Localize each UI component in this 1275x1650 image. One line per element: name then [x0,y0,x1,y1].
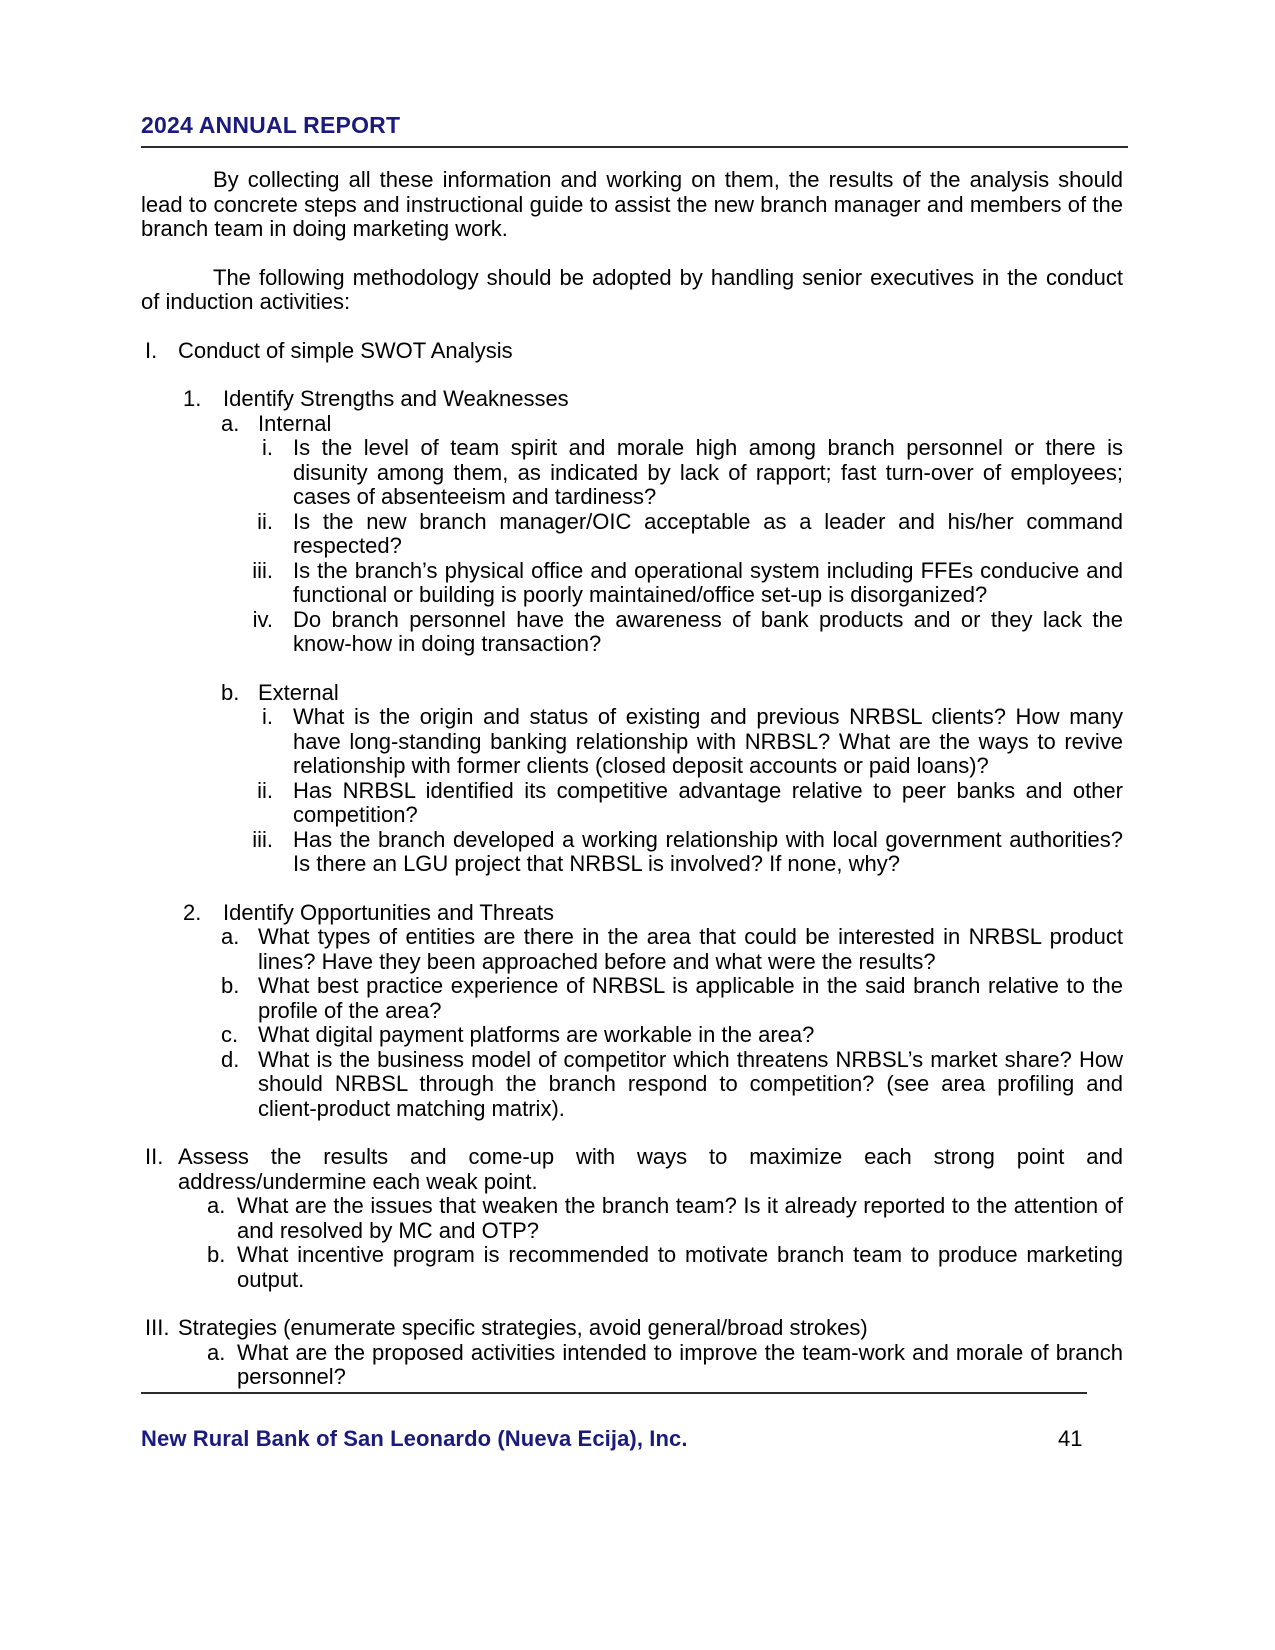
outline-marker: III. [145,1315,170,1340]
list-item-2a [141,925,1123,974]
list-item-text: Is the branch’s physical office and operational system including FFEs conducive and functional or building is poorly maintained/office set-up is disorganized? [293,557,1123,607]
outline-marker: II. [145,1144,164,1169]
list-item-text: Is the level of team spirit and morale high among branch personnel or there is disunity among them, as indicated by lack of rapport; fast turn-over of employees; cases of absenteeism and tardiness? [293,435,1123,509]
outline-section-title: Strategies (enumerate specific strategies, avoid general/broad strokes) [178,1315,868,1340]
outline-item-title: Internal [258,410,332,436]
list-marker: b. [207,1242,226,1267]
list-marker: c. [221,1022,239,1047]
list-marker: d. [221,1046,240,1072]
list-marker: i. [262,435,273,460]
list-item-external-i [141,705,1123,779]
list-item-text: What types of entities are there in the area that could be interested in NRBSL product lines? Have they been approached before and what were the results? [258,924,1123,974]
outline-item-1a [141,412,1123,437]
list-item-text: Has NRBSL identified its competitive advantage relative to peer banks and other competition? [293,777,1123,827]
outline-item-title: Identify Strengths and Weaknesses [223,386,569,411]
outline-marker: b. [221,679,240,705]
outline-section-II [141,1145,1123,1194]
list-item-text: What are the issues that weaken the branch team? Is it already reported to the attention of and resolved by MC and OTP? [237,1193,1123,1243]
list-item-text: Is the new branch manager/OIC acceptable as a leader and his/her command respected? [293,508,1123,558]
list-item-IIIa [141,1341,1123,1390]
intro-paragraph-1: By collecting all these information and working on them, the results of the analysis should lead to concrete steps and instructional guide to assist the new branch manager and members of the branch team in doing marketing work. [141,167,1123,241]
list-marker: iii. [252,826,273,852]
list-item-text: Do branch personnel have the awareness of bank products and or they lack the know-how in doing transaction? [293,606,1123,656]
footer-divider [141,1392,1087,1394]
list-item-IIa [141,1194,1123,1243]
list-item-internal-iv [141,608,1123,657]
outline-section-title: Assess the results and come-up with ways to maximize each strong point and address/undermine each weak point. [178,1144,1123,1194]
list-marker: ii. [257,508,273,534]
outline-marker: I. [145,337,158,363]
list-item-IIb [141,1243,1123,1292]
outline-item-2 [141,901,1123,926]
list-item-external-ii [141,779,1123,828]
list-item-text: What best practice experience of NRBSL is applicable in the said branch relative to the profile of the area? [258,973,1123,1023]
intro-paragraph-2: The following methodology should be adopted by handling senior executives in the conduct of induction activities: [141,264,1123,314]
list-item-internal-i [141,436,1123,510]
outline-marker: 1. [183,386,202,411]
list-item-text: What is the business model of competitor which threatens NRBSL’s market share? How should NRBSL through the branch respond to competition? (see area profiling and client-product matching matrix). [258,1046,1123,1121]
report-title: 2024 ANNUAL REPORT [141,112,401,138]
outline-marker: 2. [183,899,202,925]
outline-section-title: Conduct of simple SWOT Analysis [178,337,513,363]
list-item-text: What is the origin and status of existing and previous NRBSL clients? How many have long-standing banking relationship with NRBSL? What are the ways to revive relationship with former clients (closed deposit accounts or paid loans)? [293,704,1123,778]
outline-section-I [141,339,1123,364]
list-marker: iv. [252,606,273,632]
outline-marker: a. [221,410,240,436]
list-item-text: What incentive program is recommended to motivate branch team to produce marketing output. [237,1242,1123,1292]
list-marker: ii. [257,777,273,803]
outline-section-III [141,1316,1123,1341]
list-item-internal-iii [141,559,1123,608]
list-item-text: What are the proposed activities intended to improve the team-work and morale of branch personnel? [237,1339,1123,1389]
list-item-external-iii [141,828,1123,877]
list-item-text: Has the branch developed a working relationship with local government authorities? Is there an LGU project that NRBSL is involved? If none, why? [293,826,1123,876]
list-marker: a. [207,1193,226,1218]
list-marker: a. [221,924,240,949]
list-item-internal-ii [141,510,1123,559]
list-item-2b [141,974,1123,1023]
list-item-2c [141,1023,1123,1048]
outline-item-1b [141,681,1123,706]
footer-page-number: 41 [1058,1426,1083,1451]
list-marker: a. [207,1339,226,1365]
outline-item-title: External [258,679,339,705]
footer-bank-name: New Rural Bank of San Leonardo (Nueva Ecija), Inc. [141,1426,688,1451]
list-marker: iii. [252,557,273,583]
list-item-text: What digital payment platforms are workable in the area? [258,1022,815,1047]
page-body [141,168,1123,1390]
list-marker: i. [262,704,273,729]
page-header [141,112,1128,148]
outline-item-title: Identify Opportunities and Threats [223,899,555,925]
list-marker: b. [221,973,240,998]
list-item-2d [141,1048,1123,1122]
outline-item-1 [141,387,1123,412]
